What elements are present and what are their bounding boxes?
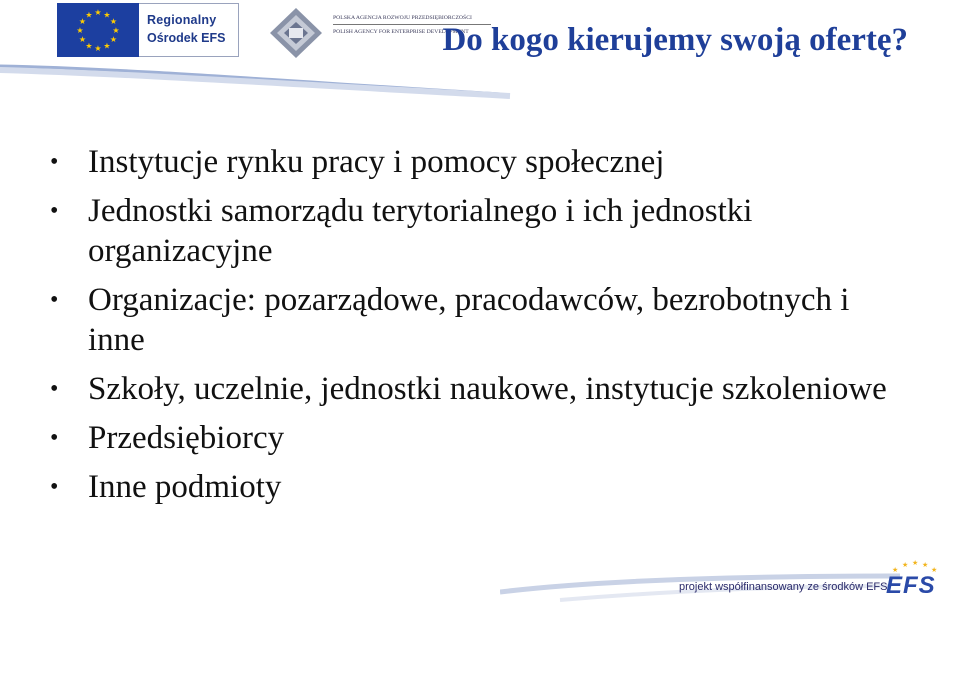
bullet-icon: • <box>50 474 59 500</box>
list-item-text: Inne podmioty <box>88 469 282 505</box>
svg-text:★: ★ <box>103 10 111 20</box>
list-item <box>48 280 908 360</box>
bullet-list <box>48 142 908 516</box>
svg-text:★: ★ <box>931 566 938 574</box>
bullet-icon: • <box>50 149 59 175</box>
svg-text:★: ★ <box>892 566 899 574</box>
agency-name-pl: POLSKA AGENCJA ROZWOJU PRZEDSIĘBIORCZOŚCI <box>333 15 491 25</box>
svg-text:★: ★ <box>109 17 118 26</box>
svg-text:★: ★ <box>85 41 93 51</box>
cofinancing-note: projekt współfinansowany ze środków EFS <box>679 581 888 593</box>
svg-text:★: ★ <box>85 10 93 20</box>
eu-stars-icon <box>57 3 139 57</box>
svg-text:★: ★ <box>103 41 111 51</box>
list-item <box>48 369 908 409</box>
list-item-text: Organizacje: pozarządowe, pracodawców, bezrobotnych i inne <box>88 282 850 358</box>
logo-line-2: Ośrodek EFS <box>147 31 226 45</box>
svg-text:★: ★ <box>109 35 118 44</box>
agency-name-en: POLISH AGENCY FOR ENTERPRISE DEVELOPMENT <box>333 29 469 36</box>
efs-logo <box>884 560 944 600</box>
svg-text:★: ★ <box>76 26 84 35</box>
parp-logo-icon <box>268 6 324 60</box>
list-item-text: Przedsiębiorcy <box>88 420 285 456</box>
eu-flag-logo <box>57 3 139 57</box>
list-item <box>48 191 908 271</box>
list-item-text: Szkoły, uczelnie, jednostki naukowe, instytucje szkoleniowe <box>88 371 887 407</box>
list-item <box>48 418 908 458</box>
bullet-icon: • <box>50 198 59 224</box>
svg-text:★: ★ <box>902 561 909 569</box>
list-item <box>48 467 908 507</box>
slide-title: Do kogo kierujemy swoją ofertę? <box>442 22 908 58</box>
list-item <box>48 142 908 182</box>
bullet-icon: • <box>50 376 59 402</box>
svg-text:★: ★ <box>78 35 87 44</box>
logo-line-1: Regionalny <box>147 13 217 27</box>
svg-text:★: ★ <box>912 560 919 567</box>
svg-text:★: ★ <box>78 17 87 26</box>
regional-efs-center-logo <box>139 3 239 57</box>
svg-text:★: ★ <box>922 561 929 569</box>
bullet-icon: • <box>50 287 59 313</box>
svg-text:★: ★ <box>94 44 102 53</box>
header-swoosh-decoration <box>0 60 520 100</box>
svg-text:★: ★ <box>112 26 120 35</box>
list-item-text: Instytucje rynku pracy i pomocy społecznej <box>88 144 665 180</box>
svg-text:★: ★ <box>94 8 102 17</box>
list-item-text: Jednostki samorządu terytorialnego i ich jednostki organizacyjne <box>88 193 753 269</box>
bullet-icon: • <box>50 425 59 451</box>
efs-logo-text: EFS <box>886 572 936 599</box>
